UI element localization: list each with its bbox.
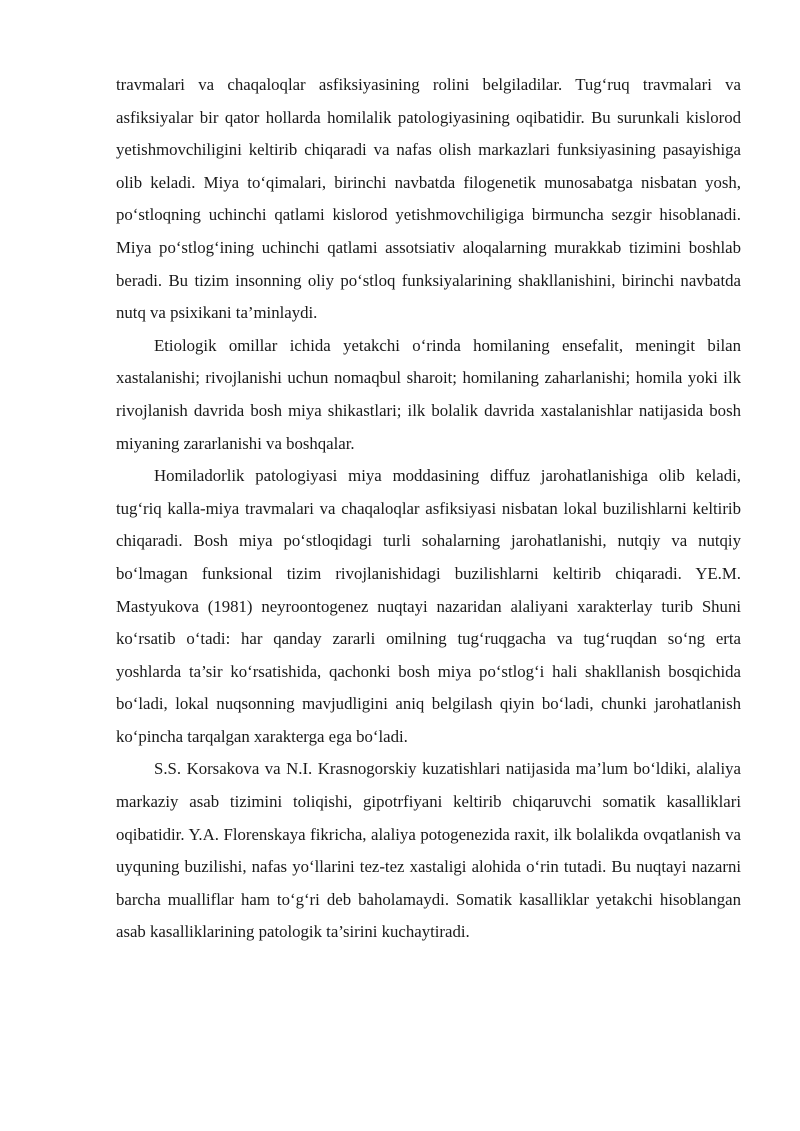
paragraph-continuation: travmalari va chaqaloqlar asfiksiyasining rolini belgiladilar. Tug‘ruq travmalari va asfiksiyalar bir qator hollarda homilalik patologiyasining oqibatidir. Bu surunkali kislorod yetishmovchiligini keltirib chiqaradi va nafas olish markazlari funksiyasining pasayishiga olib keladi. Miya to‘qimalari, birinchi navbatda filogenetik munosabatga nisbatan yosh, po‘stloqning uchinchi qatlami kislorod yetishmovchiligiga birmuncha sezgir hisoblanadi. Miya po‘stlog‘ining uchinchi qatlami assotsiativ aloqalarning murakkab tizimini boshlab beradi. Bu tizim insonning oliy po‘stloq funksiyalarining shakllanishini, birinchi navbatda nutq va psixikani ta’minlaydi. [116, 75, 741, 323]
paragraph-pregnancy-pathology: Homiladorlik patologiyasi miya moddasining diffuz jarohatlanishiga olib keladi, tug‘riq kalla-miya travmalari va chaqaloqlar asfiksiyasi nisbatan lokal buzilishlarni keltirib chiqaradi. Bosh miya po‘stloqidagi turli sohalarning jarohatlanishi, nutqiy va nutqiy bo‘lmagan funksional tizim rivojlanishidagi buzilishlarni keltirib chiqaradi. YE.M. Mastyukova (1981) neyroontogenez nuqtayi nazaridan alaliyani xarakterlay turib Shuni ko‘rsatib o‘tadi: har qanday zararli omilning tug‘ruqgacha va tug‘ruqdan so‘ng erta yoshlarda ta’sir ko‘rsatishida, qachonki bosh miya po‘stlog‘i hali shakllanish bosqichida bo‘ladi, lokal nuqsonning mavjudligini aniq belgilash qiyin bo‘ladi, chunki jarohatlanish ko‘pincha tarqalgan xarakterga ega bo‘ladi. [116, 466, 741, 746]
paragraph-observations: S.S. Korsakova va N.I. Krasnogorskiy kuzatishlari natijasida ma’lum bo‘ldiki, alaliya markaziy asab tizimini toliqishi, gipotrfiyani keltirib chiqaruvchi somatik kasalliklari oqibatidir. Y.A. Florenskaya fikricha, alaliya potogenezida raxit, ilk bolalikda ovqatlanish va uyquning buzilishi, nafas yo‘llarini tez-tez xastaligi alohida o‘rin tutadi. Bu nuqtayi nazarni barcha mualliflar ham to‘g‘ri deb baholamaydi. Somatik kasalliklar yetakchi hisoblangan asab kasalliklarining patologik ta’sirini kuchaytiradi. [116, 759, 741, 942]
document-page [116, 69, 741, 949]
paragraph-etiology: Etiologik omillar ichida yetakchi o‘rinda homilaning ensefalit, meningit bilan xastalanishi; rivojlanishi uchun nomaqbul sharoit; homilaning zaharlanishi; homila yoki ilk rivojlanish davrida bosh miya shikastlari; ilk bolalik davrida xastalanishlar natijasida bosh miyaning zararlanishi va boshqalar. [116, 335, 741, 453]
